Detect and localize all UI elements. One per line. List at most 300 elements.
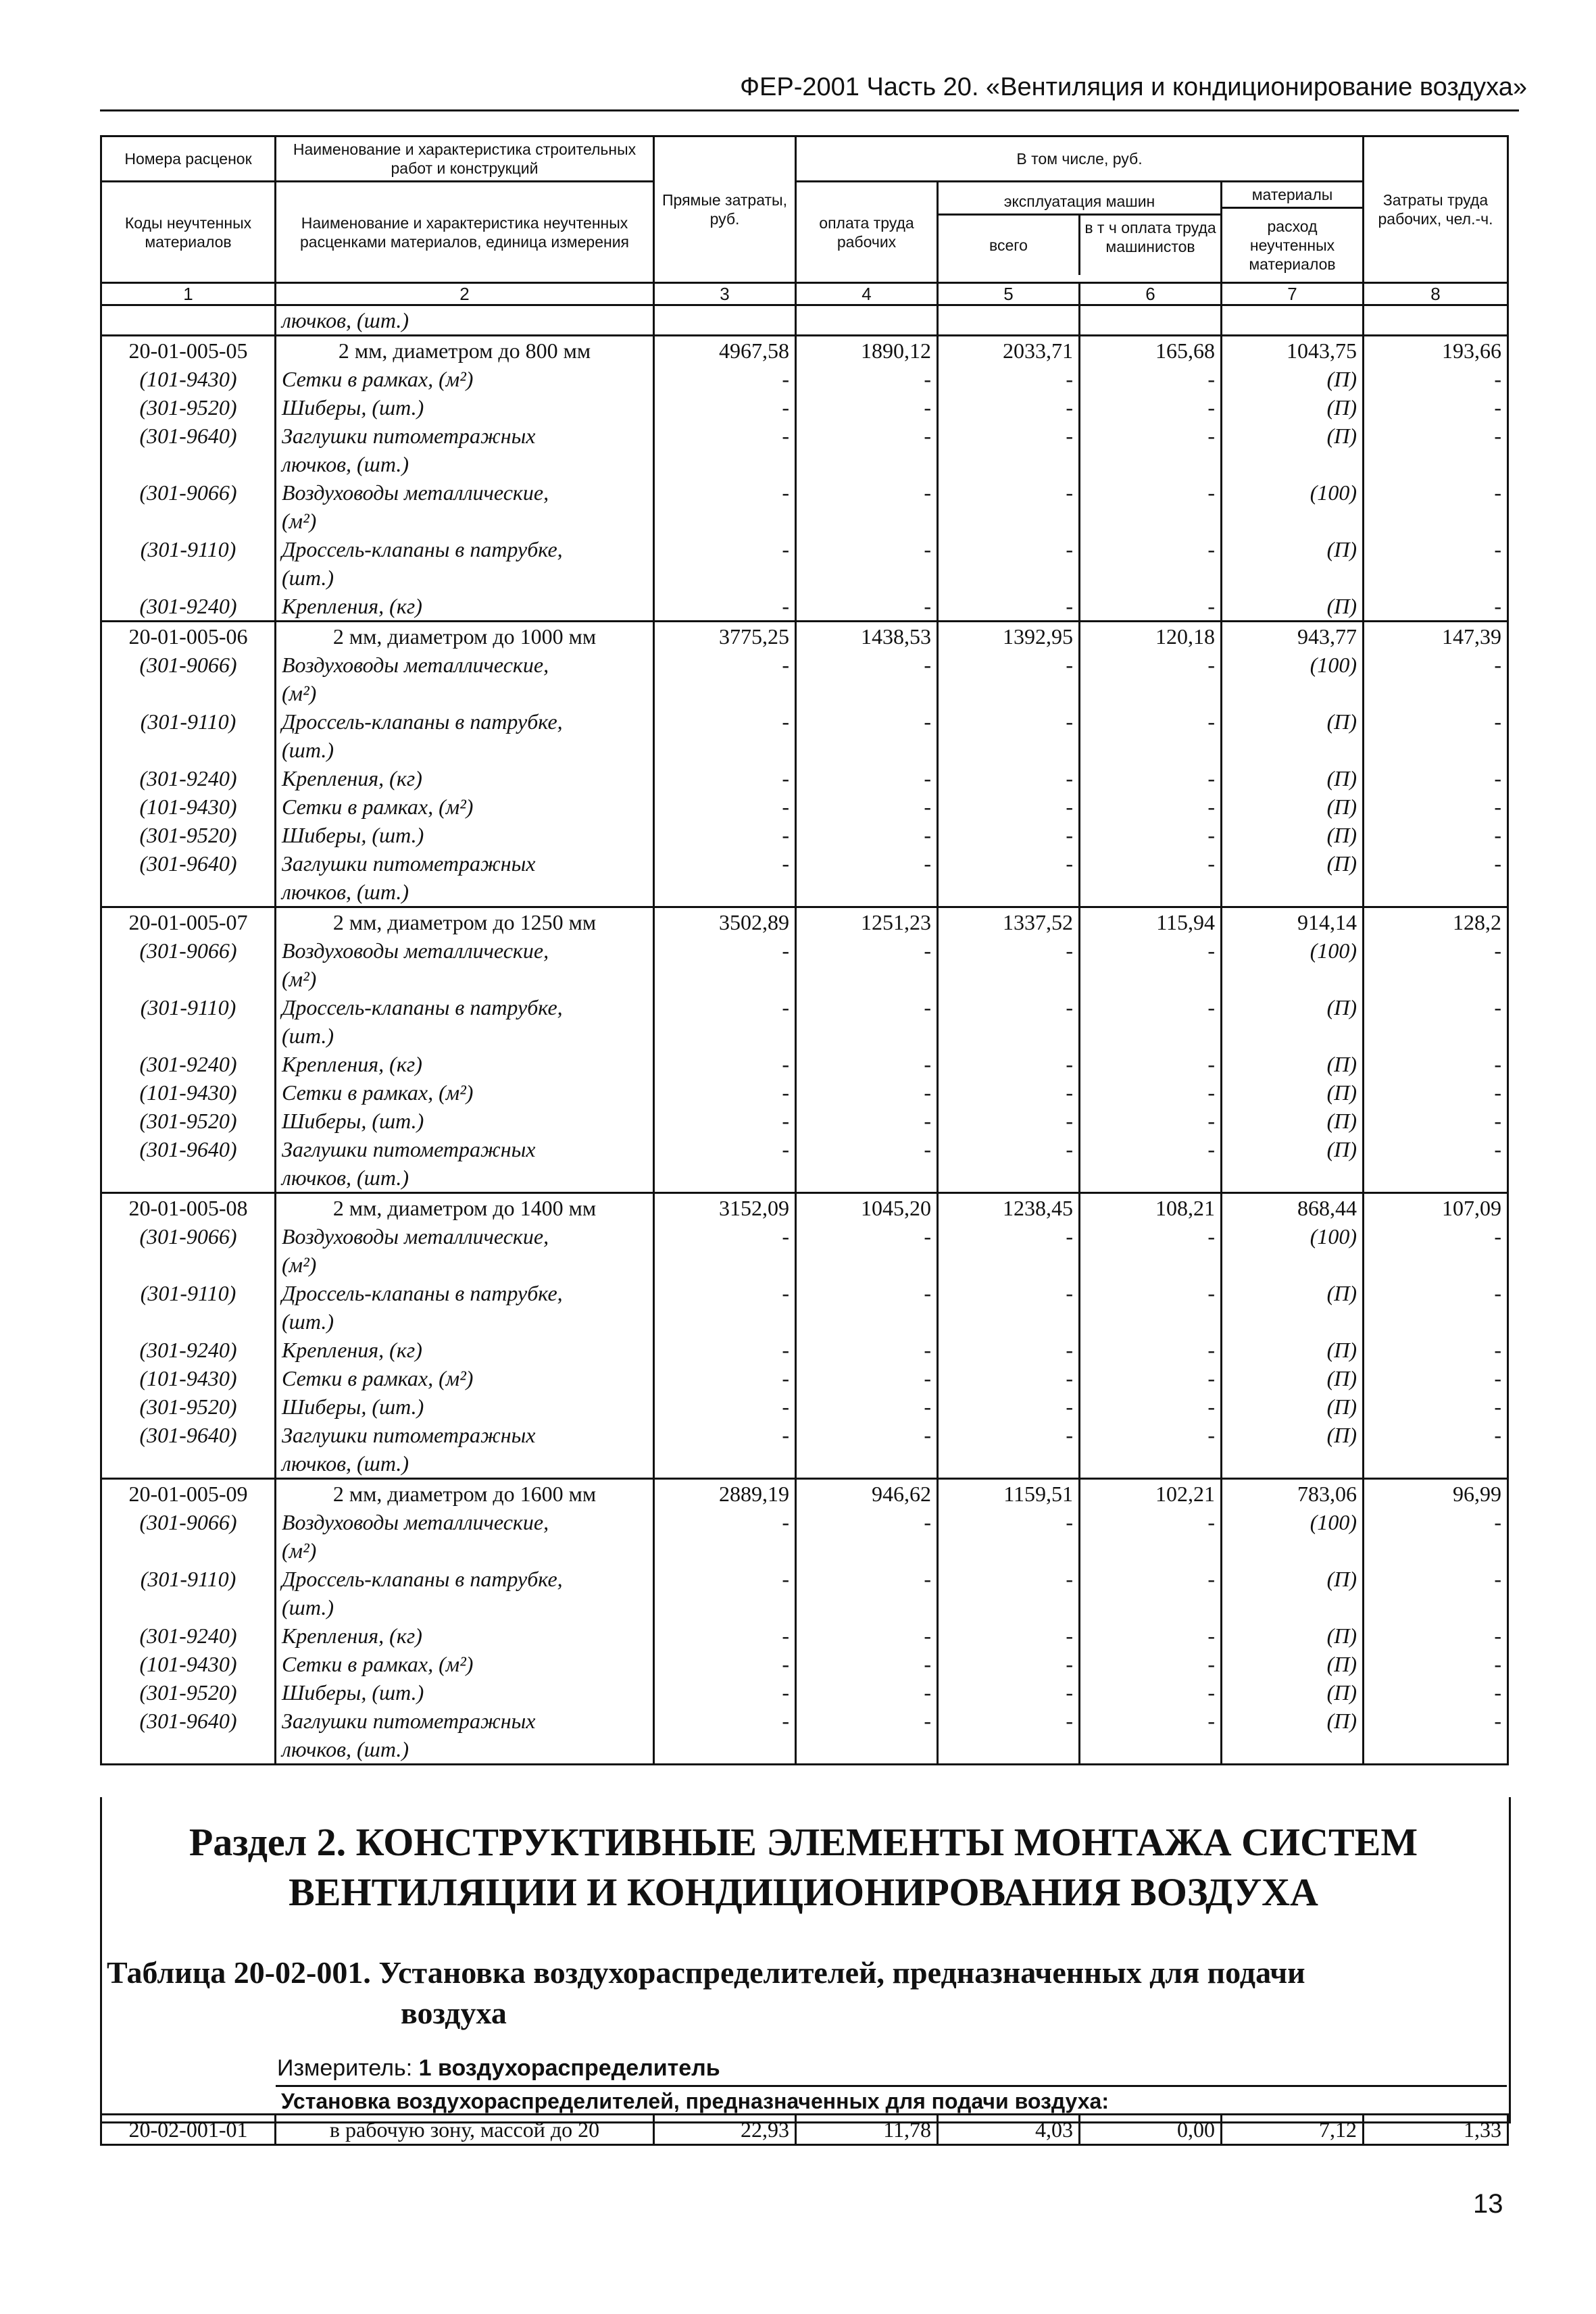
labor-hours: -: [1364, 1392, 1508, 1421]
machine-cost: 1337,52: [938, 907, 1080, 937]
machine-cost: -: [938, 1078, 1080, 1107]
material-code: [101, 965, 276, 993]
material-code: (301-9066): [101, 1508, 276, 1536]
direct-cost: [654, 965, 796, 993]
labor-hours: -: [1364, 821, 1508, 849]
labor-hours: [1364, 878, 1508, 907]
labor-cost: -: [796, 1650, 938, 1678]
machine-cost: [938, 1449, 1080, 1479]
material-row: [101, 1421, 1508, 1449]
machinist-cost: -: [1080, 1707, 1222, 1735]
machinist-cost: 108,21: [1080, 1193, 1222, 1223]
machinist-cost: -: [1080, 936, 1222, 965]
material-name: Воздуховоды металлические,: [276, 1222, 654, 1251]
material-code: (301-9520): [101, 1107, 276, 1135]
labor-hours: -: [1364, 1421, 1508, 1449]
machine-cost: [938, 736, 1080, 764]
direct-cost: -: [654, 535, 796, 563]
labor-hours: -: [1364, 793, 1508, 821]
labor-cost: [796, 450, 938, 478]
material-code: (301-9066): [101, 478, 276, 507]
labor-cost: [796, 1536, 938, 1565]
machine-cost: -: [938, 535, 1080, 563]
machine-cost: [938, 1163, 1080, 1193]
material-row: [101, 1251, 1508, 1279]
material-name: Крепления, (кг): [276, 764, 654, 793]
labor-hours: -: [1364, 764, 1508, 793]
labor-hours: 107,09: [1364, 1193, 1508, 1223]
section-title-line2: ВЕНТИЛЯЦИИ И КОНДИЦИОНИРОВАНИЯ ВОЗДУХА: [289, 1870, 1318, 1914]
material-consumption: (П): [1222, 849, 1364, 878]
labor-cost: [796, 1307, 938, 1336]
labor-hours: [1364, 1163, 1508, 1193]
rate-name: 2 мм, диаметром до 1600 мм: [276, 1479, 654, 1509]
labor-cost: -: [796, 849, 938, 878]
machine-cost: -: [938, 1650, 1080, 1678]
material-code: [101, 1593, 276, 1621]
material-consumption: (П): [1222, 535, 1364, 563]
col5-header: всего: [939, 216, 1080, 275]
machinist-cost: -: [1080, 478, 1222, 507]
machine-cost: -: [938, 1565, 1080, 1593]
machine-cost: -: [938, 1421, 1080, 1449]
material-row: [101, 1707, 1508, 1735]
machine-cost: -: [938, 1678, 1080, 1707]
rate-code: 20-01-005-05: [101, 336, 276, 366]
material-name: Шиберы, (шт.): [276, 1678, 654, 1707]
material-name: Шиберы, (шт.): [276, 821, 654, 849]
labor-cost: -: [796, 707, 938, 736]
labor-cost: -: [796, 936, 938, 965]
machinist-cost: -: [1080, 1107, 1222, 1135]
col1-top: Номера расценок: [101, 136, 276, 182]
direct-cost: -: [654, 478, 796, 507]
material-consumption: (П): [1222, 1364, 1364, 1392]
direct-cost: [654, 736, 796, 764]
material-row: [101, 1336, 1508, 1364]
material-code: [101, 1307, 276, 1336]
labor-cost: [796, 1735, 938, 1765]
direct-cost: [654, 1307, 796, 1336]
machinist-cost: [1080, 507, 1222, 535]
material-consumption: (П): [1222, 422, 1364, 450]
direct-cost: [654, 1022, 796, 1050]
machine-cost: -: [938, 422, 1080, 450]
page-number: 13: [1473, 2189, 1503, 2219]
material-consumption: [1222, 878, 1364, 907]
rate-name: 2 мм, диаметром до 800 мм: [276, 336, 654, 366]
material-consumption: (П): [1222, 1107, 1364, 1135]
material-code: (301-9640): [101, 1135, 276, 1163]
direct-cost: -: [654, 1621, 796, 1650]
rate-row: [101, 1479, 1508, 1509]
labor-cost: -: [796, 1336, 938, 1364]
row-mach: 4,03: [938, 2115, 1080, 2145]
material-consumption: (П): [1222, 393, 1364, 422]
direct-cost: [654, 507, 796, 535]
labor-cost: [796, 1022, 938, 1050]
labor-hours: -: [1364, 1565, 1508, 1593]
material-row: [101, 993, 1508, 1022]
material-consumption: (100): [1222, 1222, 1364, 1251]
material-consumption: [1222, 450, 1364, 478]
machinist-cost: [1080, 563, 1222, 592]
labor-cost: [796, 736, 938, 764]
material-code: (301-9640): [101, 422, 276, 450]
material-name: Дроссель-клапаны в патрубке,: [276, 1565, 654, 1593]
machine-cost: -: [938, 1392, 1080, 1421]
machinist-cost: -: [1080, 1135, 1222, 1163]
material-name: Крепления, (кг): [276, 1621, 654, 1650]
material-code: (301-9110): [101, 993, 276, 1022]
material-consumption: (П): [1222, 1678, 1364, 1707]
material-name: Воздуховоды металлические,: [276, 651, 654, 679]
material-row: [101, 535, 1508, 563]
continuation-code: [101, 305, 276, 336]
machinist-cost: -: [1080, 849, 1222, 878]
labor-hours: -: [1364, 651, 1508, 679]
labor-cost: -: [796, 592, 938, 622]
material-row: [101, 878, 1508, 907]
labor-hours: -: [1364, 993, 1508, 1022]
material-consumption: [1222, 1251, 1364, 1279]
materials-cost: 1043,75: [1222, 336, 1364, 366]
material-row: [101, 1593, 1508, 1621]
direct-cost: -: [654, 849, 796, 878]
material-row: [101, 1222, 1508, 1251]
direct-cost: -: [654, 1678, 796, 1707]
material-row: [101, 507, 1508, 535]
row-mach-labor: 0,00: [1080, 2115, 1222, 2145]
labor-cost: -: [796, 1050, 938, 1078]
material-code: (301-9520): [101, 393, 276, 422]
material-row: [101, 393, 1508, 422]
material-consumption: [1222, 736, 1364, 764]
material-consumption: [1222, 1022, 1364, 1050]
material-name: Заглушки питометражных: [276, 422, 654, 450]
direct-cost: 4967,58: [654, 336, 796, 366]
material-code: (301-9240): [101, 1050, 276, 1078]
direct-cost: [654, 1449, 796, 1479]
material-code: [101, 1536, 276, 1565]
machinist-cost: [1080, 1251, 1222, 1279]
material-consumption: (П): [1222, 793, 1364, 821]
materials-cost: 914,14: [1222, 907, 1364, 937]
material-consumption: (100): [1222, 1508, 1364, 1536]
rate-row: [101, 622, 1508, 651]
machine-cost: -: [938, 1050, 1080, 1078]
labor-hours: -: [1364, 1107, 1508, 1135]
labor-cost: [796, 965, 938, 993]
material-code: (301-9240): [101, 592, 276, 622]
machinist-cost: -: [1080, 993, 1222, 1022]
direct-cost: [654, 450, 796, 478]
material-code: (101-9430): [101, 1364, 276, 1392]
labor-cost: [796, 1593, 938, 1621]
material-code: (101-9430): [101, 1078, 276, 1107]
material-consumption: (П): [1222, 993, 1364, 1022]
material-row: [101, 1449, 1508, 1479]
labor-cost: -: [796, 535, 938, 563]
material-name: Сетки в рамках, (м²): [276, 1078, 654, 1107]
labor-hours: [1364, 1449, 1508, 1479]
rate-row: [101, 907, 1508, 937]
machine-cost: 2033,71: [938, 336, 1080, 366]
material-name: (м²): [276, 1251, 654, 1279]
machinist-cost: [1080, 1536, 1222, 1565]
material-code: (301-9110): [101, 535, 276, 563]
material-name: (м²): [276, 1536, 654, 1565]
material-name: Воздуховоды металлические,: [276, 478, 654, 507]
machinist-cost: -: [1080, 1508, 1222, 1536]
labor-cost: -: [796, 1222, 938, 1251]
machine-cost: [938, 1536, 1080, 1565]
table2-group-title: Установка воздухораспределителей, предназначенных для подачи воздуха:: [276, 2085, 1507, 2113]
machine-cost: 1159,51: [938, 1479, 1080, 1509]
machine-cost: -: [938, 793, 1080, 821]
col2-top: Наименование и характеристика строительных работ и конструкций: [276, 136, 654, 182]
material-name: (шт.): [276, 1307, 654, 1336]
labor-hours: -: [1364, 592, 1508, 622]
material-code: (301-9240): [101, 1621, 276, 1650]
material-consumption: (П): [1222, 1621, 1364, 1650]
machinist-cost: [1080, 1163, 1222, 1193]
material-consumption: [1222, 1449, 1364, 1479]
material-name: Шиберы, (шт.): [276, 393, 654, 422]
column-number: 5: [938, 283, 1080, 305]
machine-cost: [938, 507, 1080, 535]
material-row: [101, 1279, 1508, 1307]
machine-cost: [938, 1735, 1080, 1765]
material-code: (301-9066): [101, 651, 276, 679]
machinist-cost: [1080, 736, 1222, 764]
machinist-cost: -: [1080, 793, 1222, 821]
material-row: [101, 1650, 1508, 1678]
material-row: [101, 1678, 1508, 1707]
material-code: (301-9520): [101, 821, 276, 849]
machinist-cost: -: [1080, 1421, 1222, 1449]
material-row: [101, 1107, 1508, 1135]
labor-hours: 128,2: [1364, 907, 1508, 937]
material-code: [101, 563, 276, 592]
machine-cost: -: [938, 365, 1080, 393]
machinist-cost: -: [1080, 1336, 1222, 1364]
direct-cost: -: [654, 1707, 796, 1735]
material-consumption: [1222, 1536, 1364, 1565]
material-consumption: (П): [1222, 365, 1364, 393]
meter-value: 1 воздухораспределитель: [418, 2055, 720, 2081]
machine-cost: -: [938, 1107, 1080, 1135]
labor-hours: [1364, 1735, 1508, 1765]
labor-cost: -: [796, 993, 938, 1022]
material-code: [101, 1735, 276, 1765]
direct-cost: [654, 679, 796, 707]
material-name: (шт.): [276, 1593, 654, 1621]
labor-cost: 1045,20: [796, 1193, 938, 1223]
machinist-cost: 120,18: [1080, 622, 1222, 651]
material-consumption: (П): [1222, 1336, 1364, 1364]
labor-cost: -: [796, 1508, 938, 1536]
machine-cost: 1238,45: [938, 1193, 1080, 1223]
machine-cost: -: [938, 1364, 1080, 1392]
direct-cost: -: [654, 1107, 796, 1135]
materials-cost: 868,44: [1222, 1193, 1364, 1223]
direct-cost: -: [654, 592, 796, 622]
machine-cost: [938, 1593, 1080, 1621]
row-materials: 7,12: [1222, 2115, 1364, 2145]
row-labor: 11,78: [796, 2115, 938, 2145]
material-row: [101, 936, 1508, 965]
machine-cost: [938, 1022, 1080, 1050]
labor-hours: -: [1364, 478, 1508, 507]
labor-hours: -: [1364, 936, 1508, 965]
material-row: [101, 651, 1508, 679]
rate-code: 20-01-005-08: [101, 1193, 276, 1223]
header-rule: [100, 109, 1519, 111]
labor-cost: [796, 507, 938, 535]
table-title-line2: воздуха: [401, 1996, 507, 2030]
material-name: (шт.): [276, 563, 654, 592]
material-code: (301-9110): [101, 1279, 276, 1307]
labor-cost: -: [796, 1421, 938, 1449]
labor-cost: -: [796, 478, 938, 507]
material-row: [101, 821, 1508, 849]
material-row: [101, 563, 1508, 592]
material-code: (301-9640): [101, 1707, 276, 1735]
labor-hours: -: [1364, 1364, 1508, 1392]
machinist-cost: -: [1080, 1279, 1222, 1307]
labor-hours: [1364, 1536, 1508, 1565]
direct-cost: -: [654, 1135, 796, 1163]
direct-cost: -: [654, 1222, 796, 1251]
material-consumption: (П): [1222, 821, 1364, 849]
machine-cost: [938, 563, 1080, 592]
material-name: Сетки в рамках, (м²): [276, 793, 654, 821]
machinist-cost: -: [1080, 764, 1222, 793]
machinist-cost: 115,94: [1080, 907, 1222, 937]
material-name: лючков, (шт.): [276, 450, 654, 478]
labor-hours: -: [1364, 1222, 1508, 1251]
rate-name: 2 мм, диаметром до 1000 мм: [276, 622, 654, 651]
machine-cost: -: [938, 707, 1080, 736]
machine-cost: -: [938, 393, 1080, 422]
labor-hours: 193,66: [1364, 336, 1508, 366]
machinist-cost: [1080, 1735, 1222, 1765]
material-row: [101, 849, 1508, 878]
material-code: (301-9520): [101, 1678, 276, 1707]
labor-cost: 1438,53: [796, 622, 938, 651]
material-row: [101, 450, 1508, 478]
machinist-cost: 102,21: [1080, 1479, 1222, 1509]
row-hours: 1,33: [1364, 2115, 1508, 2145]
machine-cost: [938, 1307, 1080, 1336]
machinist-cost: [1080, 878, 1222, 907]
machine-cost: -: [938, 1508, 1080, 1536]
material-row: [101, 764, 1508, 793]
labor-hours: -: [1364, 1508, 1508, 1536]
machinist-cost: -: [1080, 1364, 1222, 1392]
labor-hours: -: [1364, 1650, 1508, 1678]
material-consumption: (П): [1222, 1135, 1364, 1163]
direct-cost: 2889,19: [654, 1479, 796, 1509]
material-code: (101-9430): [101, 793, 276, 821]
labor-hours: -: [1364, 535, 1508, 563]
material-name: Дроссель-клапаны в патрубке,: [276, 1279, 654, 1307]
material-consumption: (П): [1222, 1421, 1364, 1449]
material-row: [101, 1307, 1508, 1336]
material-consumption: [1222, 965, 1364, 993]
machinist-cost: -: [1080, 1392, 1222, 1421]
materials-cost: 943,77: [1222, 622, 1364, 651]
material-row: [101, 736, 1508, 764]
rate-code: 20-01-005-09: [101, 1479, 276, 1509]
direct-cost: -: [654, 1078, 796, 1107]
direct-cost: -: [654, 422, 796, 450]
material-code: (301-9066): [101, 1222, 276, 1251]
material-consumption: [1222, 1163, 1364, 1193]
material-consumption: [1222, 1307, 1364, 1336]
material-name: (м²): [276, 679, 654, 707]
machine-cost: -: [938, 478, 1080, 507]
material-name: лючков, (шт.): [276, 1449, 654, 1479]
material-consumption: [1222, 1735, 1364, 1765]
rates-body: [101, 305, 1508, 1765]
machinist-cost: -: [1080, 1650, 1222, 1678]
material-code: (301-9110): [101, 1565, 276, 1593]
material-name: Заглушки питометражных: [276, 1135, 654, 1163]
labor-cost: -: [796, 1279, 938, 1307]
machinist-cost: -: [1080, 651, 1222, 679]
material-code: [101, 1251, 276, 1279]
col2-bottom: Наименование и характеристика неучтенных расценками материалов, единица измерения: [276, 182, 654, 283]
row-code: 20-02-001-01: [101, 2115, 276, 2145]
machinist-cost: [1080, 450, 1222, 478]
labor-cost: -: [796, 651, 938, 679]
material-code: (301-9520): [101, 1392, 276, 1421]
labor-cost: [796, 1449, 938, 1479]
machine-cost: [938, 965, 1080, 993]
machine-cost: -: [938, 592, 1080, 622]
direct-cost: -: [654, 1336, 796, 1364]
machine-cost: -: [938, 651, 1080, 679]
material-row: [101, 422, 1508, 450]
material-code: [101, 450, 276, 478]
labor-hours: [1364, 965, 1508, 993]
section-title-line1: Раздел 2. КОНСТРУКТИВНЫЕ ЭЛЕМЕНТЫ МОНТАЖА СИСТЕМ: [189, 1820, 1418, 1864]
material-name: Заглушки питометражных: [276, 1707, 654, 1735]
material-consumption: (П): [1222, 1050, 1364, 1078]
material-consumption: (П): [1222, 1565, 1364, 1593]
labor-cost: 1890,12: [796, 336, 938, 366]
table-title: [107, 1953, 1499, 2034]
labor-cost: [796, 1163, 938, 1193]
direct-cost: [654, 1163, 796, 1193]
labor-hours: 147,39: [1364, 622, 1508, 651]
col4-header: оплата труда рабочих: [796, 182, 938, 283]
material-code: (101-9430): [101, 365, 276, 393]
direct-cost: -: [654, 764, 796, 793]
material-name: (м²): [276, 507, 654, 535]
material-consumption: (П): [1222, 764, 1364, 793]
material-row: [101, 707, 1508, 736]
labor-hours: [1364, 507, 1508, 535]
labor-cost: [796, 1251, 938, 1279]
material-name: лючков, (шт.): [276, 878, 654, 907]
material-name: Шиберы, (шт.): [276, 1392, 654, 1421]
material-code: [101, 507, 276, 535]
material-code: [101, 1449, 276, 1479]
material-code: (101-9430): [101, 1650, 276, 1678]
